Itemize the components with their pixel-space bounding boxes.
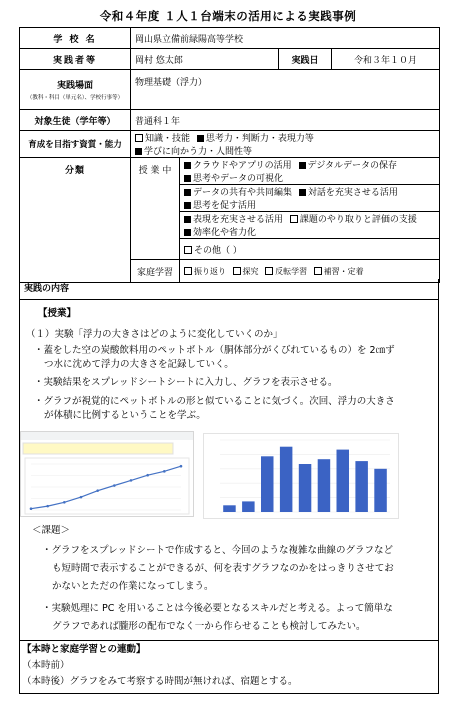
checkbox-icon (135, 148, 142, 155)
issue-1-line-1: グラフであれば朧形の配布でなく一から作らせることも検討してみたい。 (52, 621, 366, 632)
after-lesson: （本時後）グラフをみて考察する時間が無ければ、宿題とする。 (22, 676, 298, 687)
in-class-label: 授 業 中 (131, 158, 180, 260)
class-option[interactable]: 思考を促す活用 (184, 201, 256, 211)
sheet-toolbar (21, 432, 193, 440)
checkbox-icon (184, 175, 191, 182)
home-option[interactable]: 補習・定着 (314, 267, 364, 276)
date-value: 令和３年１０月 (332, 49, 440, 70)
spreadsheet-screenshot (20, 431, 194, 517)
bar (337, 450, 350, 512)
checkbox-icon (184, 189, 191, 196)
teacher-value: 岡村 悠太郎 (131, 49, 279, 70)
line-chart (21, 432, 193, 516)
home-option[interactable]: 振り返り (184, 267, 226, 276)
info-table (19, 27, 440, 283)
bar (223, 505, 236, 512)
scene-label-cell (20, 70, 131, 110)
checkbox-icon (184, 246, 192, 254)
checkbox-icon (233, 267, 241, 275)
content-header-row (19, 279, 439, 300)
school-value: 岡山県立備前緑陽高等学校 (131, 28, 440, 49)
bar (242, 501, 255, 512)
line-point (180, 465, 183, 468)
sheet-data-rows (23, 443, 173, 454)
class-option[interactable]: デジタルデータの保存 (299, 161, 397, 171)
bar (261, 456, 274, 512)
scene-value: 物理基礎（浮力） (131, 70, 440, 110)
bullet-0-line-1: つ水に沈めて浮力の大きさを記録していく。 (44, 359, 234, 370)
class-option[interactable]: 効率化や省力化 (184, 228, 256, 238)
home-study-label: 家庭学習 (131, 260, 180, 283)
checkbox-icon (135, 134, 143, 142)
bar (355, 461, 368, 512)
class-option[interactable]: データの共有や共同編集 (184, 188, 292, 198)
scene-label: 実践場面 (56, 81, 93, 91)
bullet-0-line-0: ・蓋をした空の炭酸飲料用のペットボトル（胴体部分がくびれているもの）を 2㎝ず (34, 345, 395, 356)
issue-0-line-0: ・グラフをスプレッドシートで作成すると、今回のような複雑な曲線のグラフなど (42, 545, 394, 556)
checkbox-icon (184, 202, 191, 209)
scene-note: （教科・科目（単元名）、学校行事等） (26, 95, 124, 101)
class-option[interactable]: 思考やデータの可視化 (184, 174, 283, 184)
abilities-label: 育成を目指す資質・能力 (20, 131, 131, 158)
experiment-title: （１）実験「浮力の大きさはどのように変化していくのか」 (26, 329, 283, 340)
class-row-1 (180, 185, 440, 212)
checkbox-icon (290, 215, 298, 223)
issues-header: ＜課題＞ (32, 525, 71, 536)
line-point (146, 474, 149, 477)
bar (318, 459, 331, 512)
teacher-label: 実践者等 (20, 49, 131, 70)
checkbox-icon (299, 162, 306, 169)
checkbox-icon (184, 216, 191, 223)
home-link-header: 【本時と家庭学習との連動】 (22, 644, 146, 655)
line-point (163, 470, 166, 473)
class-row-2 (180, 212, 440, 239)
target-value: 普通科１年 (131, 110, 440, 131)
line-point (130, 479, 133, 482)
ability-option-1[interactable]: 思考力・判断力・表現力等 (197, 134, 314, 144)
line-point (96, 489, 99, 492)
class-option[interactable]: 対話を充実させる活用 (299, 188, 398, 198)
page-title: 令和４年度 １人１台端末の活用による実践事例 (99, 9, 357, 23)
classification-label: 分類 (20, 158, 131, 283)
class-row-0 (180, 158, 440, 185)
home-link-block (19, 641, 439, 694)
line-point (63, 501, 66, 504)
bullet-2-line-1: が体積に比例するということを学ぶ。 (44, 410, 206, 421)
lesson-section-label: 【授業】 (38, 308, 77, 319)
bar-chart-frame (203, 433, 399, 519)
issue-0-line-2: かないとただの作業になってしまう。 (52, 581, 214, 592)
target-label: 対象生徒（学年等） (20, 110, 131, 131)
checkbox-icon (184, 162, 191, 169)
line-point (30, 507, 33, 510)
content-body (19, 300, 439, 641)
line-point (113, 484, 116, 487)
checkbox-icon (197, 135, 204, 142)
ability-option-2[interactable]: 学びに向かう力・人間性等 (135, 147, 252, 157)
class-option[interactable]: 表現を充実させる活用 (184, 215, 283, 225)
class-option[interactable]: クラウドやアプリの活用 (184, 161, 292, 171)
bullet-1-line-0: ・実験結果をスプレッドシートシートに入力し、グラフを表示させる。 (34, 377, 338, 388)
issue-1-line-0: ・実験処理に PC を用いることは今後必要となるスキルだと考える。よって簡単な (42, 603, 393, 614)
abilities-options (131, 131, 440, 158)
bar (374, 469, 387, 512)
ability-option-0[interactable]: 知識・技能 (135, 134, 190, 144)
checkbox-icon (299, 189, 306, 196)
checkbox-icon (184, 229, 191, 236)
school-label: 学 校 名 (20, 28, 131, 49)
issue-0-line-1: も短時間で表示することができるが、何を表すグラフなのかをはっきりさせてお (52, 563, 394, 574)
bullet-2-line-0: ・グラフが視覚的にペットボトルの形と似ていることに気づく。次回、浮力の大きさ (34, 396, 395, 407)
bar (299, 464, 312, 512)
line-point (46, 505, 49, 508)
checkbox-icon (184, 267, 192, 275)
before-lesson: （本時前） (22, 660, 70, 671)
home-option[interactable]: 反転学習 (265, 267, 307, 276)
date-label: 実践日 (279, 49, 332, 70)
class-option[interactable]: その他（ ） (184, 246, 242, 256)
home-option[interactable]: 探究 (233, 267, 259, 276)
content-header: 実践の内容 (24, 284, 70, 294)
line-point (80, 496, 83, 499)
bar (280, 447, 293, 512)
checkbox-icon (265, 267, 273, 275)
checkbox-icon (314, 267, 322, 275)
class-row-3 (180, 239, 440, 260)
bar-chart (204, 434, 398, 518)
class-option[interactable]: 課題のやり取りと評価の支援 (290, 215, 417, 225)
